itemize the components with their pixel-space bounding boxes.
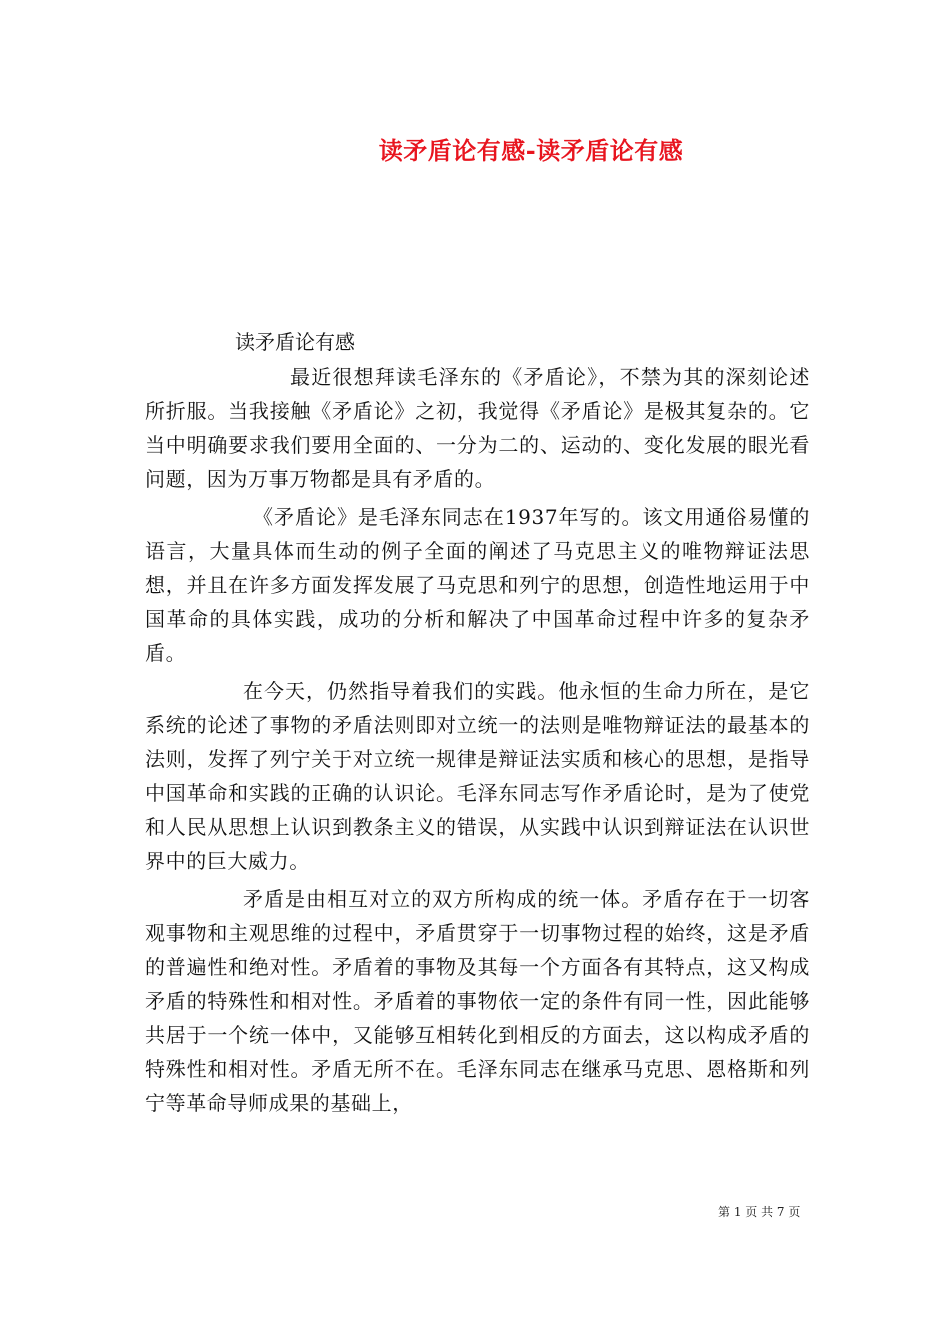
section-heading: 读矛盾论有感 [235,330,355,354]
document-body [145,325,810,1124]
paragraph-1: 最近很想拜读毛泽东的《矛盾论》，不禁为其的深刻论述所折服。当我接触《矛盾论》之初，我觉得《矛盾论》是极其复杂的。它当中明确要求我们要用全面的、一分为二的、运动的、变化发展的眼光看问题，因为万事万物都是具有矛盾的。 [145,365,810,491]
paragraph-2: 《矛盾论》是毛泽东同志在1937年写的。该文用通俗易懂的语言，大量具体而生动的例子全面的阐述了马克思主义的唯物辩证法思想，并且在许多方面发挥发展了马克思和列宁的思想，创造性地运用于中国革命的具体实践，成功的分析和解决了中国革命过程中许多的复杂矛盾。 [145,505,810,665]
paragraph-4: 矛盾是由相互对立的双方所构成的统一体。矛盾存在于一切客观事物和主观思维的过程中，矛盾贯穿于一切事物过程的始终，这是矛盾的普遍性和绝对性。矛盾着的事物及其每一个方面各有其特点，这又构成矛盾的特殊性和相对性。矛盾着的事物依一定的条件有同一性，因此能够共居于一个统一体中，又能够互相转化到相反的方面去，这以构成矛盾的特殊性和相对性。矛盾无所不在。毛泽东同志在继承马克思、恩格斯和列宁等革命导师成果的基础上， [145,887,810,1115]
page-number: 第 1 页 共 7 页 [718,1205,801,1219]
paragraph-3: 在今天，仍然指导着我们的实践。他永恒的生命力所在，是它系统的论述了事物的矛盾法则即对立统一的法则是唯物辩证法的最基本的法则，发挥了列宁关于对立统一规律是辩证法实质和核心的思想，是指导中国革命和实践的正确的认识论。毛泽东同志写作矛盾论时，是为了使党和人民从思想上认识到教条主义的错误，从实践中认识到辩证法在认识世界中的巨大威力。 [145,679,810,873]
document-title: 读矛盾论有感-读矛盾论有感 [378,136,684,165]
